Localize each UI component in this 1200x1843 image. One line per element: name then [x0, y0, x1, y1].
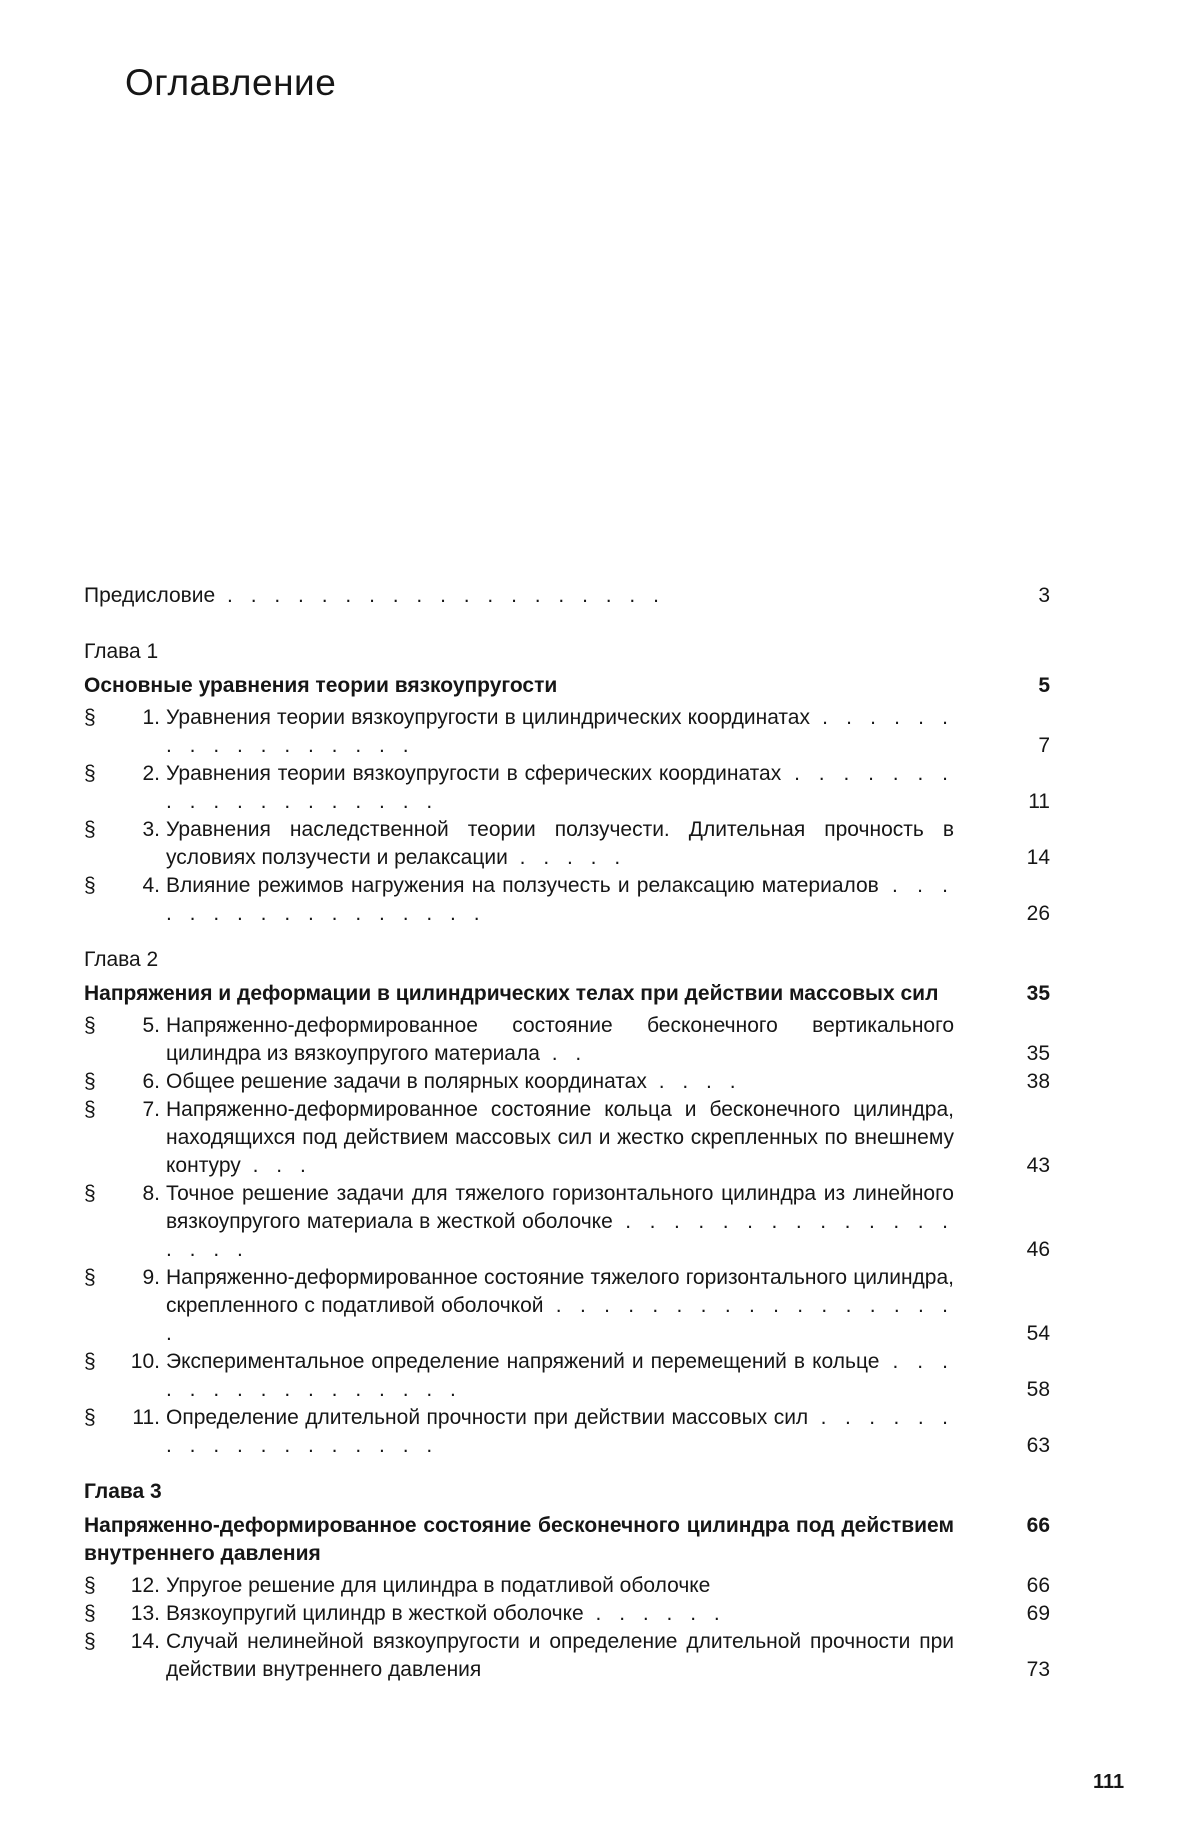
section-number: 8.: [142, 1182, 160, 1205]
chapter-title-row: [84, 980, 1050, 1008]
section-number: 11.: [132, 1406, 160, 1429]
dot-leader: . . . . . . . . . . . . . . . .: [166, 1350, 954, 1401]
chapter-title: Напряжения и деформации в цилиндрических телах при действии массовых сил: [84, 982, 939, 1005]
section-title: Влияние режимов нагружения на ползучесть и релаксацию материалов: [166, 874, 879, 897]
toc-entry-section: [84, 1600, 1050, 1628]
chapter-label: Глава 2: [84, 948, 159, 971]
section-number: 13.: [130, 1602, 160, 1625]
toc-entry-section: [84, 1096, 1050, 1180]
table-of-contents: [84, 582, 1050, 1684]
section-symbol: §: [84, 1070, 96, 1093]
chapter-title: Напряженно-деформированное состояние бесконечного цилиндра под действием внутреннего давления: [84, 1514, 954, 1565]
toc-entry-section: [84, 1012, 1050, 1068]
section-page-number: 35: [1026, 1042, 1050, 1065]
section-page-number: 54: [1026, 1322, 1050, 1345]
chapter-title-row: [84, 1512, 1050, 1568]
chapter-title-row: [84, 672, 1050, 700]
section-page-number: 69: [1026, 1602, 1050, 1625]
preface-page-number: 3: [1038, 584, 1050, 607]
section-page-number: 63: [1026, 1434, 1050, 1457]
toc-entry-section: [84, 1180, 1050, 1264]
section-page-number: 26: [1026, 902, 1050, 925]
section-symbol: §: [84, 874, 96, 897]
section-page-number: 66: [1026, 1574, 1050, 1597]
toc-entry-section: [84, 872, 1050, 928]
section-title: Вязкоупругий цилиндр в жесткой оболочке: [166, 1602, 584, 1625]
section-title: Уравнения наследственной теории ползучести. Длительная прочность в условиях ползучести и релаксации: [166, 818, 954, 869]
page-folio: 111: [1093, 1771, 1125, 1793]
section-title: Точное решение задачи для тяжелого горизонтального цилиндра из линейного вязкоупругого материала в жесткой оболочке: [166, 1182, 954, 1233]
dot-leader: . . . . . . . . . . . . . . . . . .: [166, 1294, 954, 1345]
dot-leader: . . . . . . . . . . . . . . . . .: [166, 874, 954, 925]
section-page-number: 38: [1026, 1070, 1050, 1093]
toc-entry-preface: [84, 582, 1050, 610]
section-number: 2.: [142, 762, 160, 785]
section-title: Случай нелинейной вязкоупругости и определение длительной прочности при действии внутреннего давления: [166, 1630, 954, 1681]
section-title: Напряженно-деформированное состояние кольца и бесконечного цилиндра, находящихся под действием массовых сил и жестко скрепленных по внешнему контуру: [166, 1098, 954, 1177]
toc-entry-section: [84, 1348, 1050, 1404]
section-number: 10.: [130, 1350, 160, 1373]
dot-leader: . . . . . . . . . . . . . . . . . . .: [166, 762, 954, 813]
section-symbol: §: [84, 1098, 96, 1121]
section-title: Определение длительной прочности при действии массовых сил: [166, 1406, 809, 1429]
toc-entry-section: [84, 816, 1050, 872]
preface-title: Предисловие: [84, 584, 216, 607]
dot-leader: . . . . . .: [583, 1602, 726, 1625]
chapter-label: Глава 1: [84, 640, 159, 663]
section-symbol: §: [84, 706, 96, 729]
dot-leader: . .: [539, 1042, 588, 1065]
dot-leader: . . . . . . . . . . . . . . . . .: [166, 706, 955, 757]
section-number: 9.: [142, 1266, 160, 1289]
section-page-number: 73: [1026, 1658, 1050, 1681]
section-number: 1.: [142, 706, 160, 729]
section-title: Общее решение задачи в полярных координатах: [166, 1070, 647, 1093]
section-symbol: §: [84, 1182, 96, 1205]
chapter-title: Основные уравнения теории вязкоупругости: [84, 674, 558, 697]
section-number: 5.: [142, 1014, 160, 1037]
section-symbol: §: [84, 1350, 96, 1373]
section-symbol: §: [84, 1630, 96, 1653]
section-symbol: §: [84, 762, 96, 785]
toc-entry-section: [84, 704, 1050, 760]
section-symbol: §: [84, 818, 96, 841]
section-number: 7.: [142, 1098, 160, 1121]
toc-entry-section: [84, 1572, 1050, 1600]
section-page-number: 46: [1026, 1238, 1050, 1261]
page-heading: Оглавление: [125, 62, 337, 103]
toc-entry-section: [84, 1264, 1050, 1348]
section-page-number: 7: [1038, 734, 1050, 757]
section-number: 14.: [130, 1630, 160, 1653]
dot-leader: . . . . . . . . . . . . . . . . . .: [166, 1210, 954, 1261]
dot-leader: . . .: [240, 1154, 312, 1177]
toc-entry-section: [84, 1404, 1050, 1460]
dot-leader: . . . . .: [507, 846, 627, 869]
section-title: Напряженно-деформированное состояние тяжелого горизонтального цилиндра, скрепленного с податливой оболочкой: [166, 1266, 954, 1317]
toc-entry-section: [84, 1628, 1050, 1684]
section-number: 3.: [142, 818, 160, 841]
section-page-number: 14: [1026, 846, 1050, 869]
section-number: 6.: [142, 1070, 160, 1093]
chapter-page-number: 66: [1026, 1514, 1050, 1537]
dot-leader: . . . .: [646, 1070, 742, 1093]
section-title: Экспериментальное определение напряжений и перемещений в кольце: [166, 1350, 880, 1373]
toc-entry-section: [84, 760, 1050, 816]
section-number: 12.: [130, 1574, 160, 1597]
chapter-page-number: 5: [1038, 674, 1050, 697]
chapter-page-number: 35: [1026, 982, 1050, 1005]
toc-entry-section: [84, 1068, 1050, 1096]
section-symbol: §: [84, 1602, 96, 1625]
section-number: 4.: [142, 874, 160, 897]
section-symbol: §: [84, 1574, 96, 1597]
section-symbol: §: [84, 1406, 96, 1429]
section-page-number: 11: [1028, 790, 1050, 813]
dot-leader: . . . . . . . . . . . . . . . . . . .: [215, 584, 665, 607]
section-symbol: §: [84, 1014, 96, 1037]
section-symbol: §: [84, 1266, 96, 1289]
section-title: Напряженно-деформированное состояние бесконечного вертикального цилиндра из вязкоупругого материала: [166, 1014, 954, 1065]
section-title: Упругое решение для цилиндра в податливой оболочке: [166, 1574, 711, 1597]
dot-leader: . . . . . . . . . . . . . . . . . .: [166, 1406, 954, 1457]
section-title: Уравнения теории вязкоупругости в цилиндрических координатах: [166, 706, 810, 729]
section-title: Уравнения теории вязкоупругости в сферических координатах: [166, 762, 782, 785]
section-page-number: 58: [1026, 1378, 1050, 1401]
section-page-number: 43: [1026, 1154, 1050, 1177]
chapter-label: Глава 3: [84, 1480, 162, 1503]
